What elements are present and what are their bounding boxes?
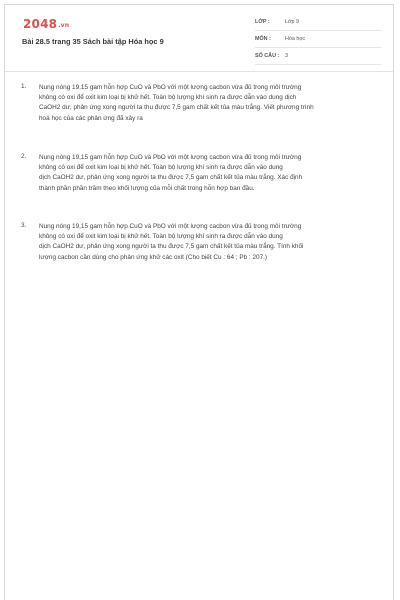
question-number: 3. bbox=[21, 222, 27, 229]
site-logo[interactable] bbox=[23, 17, 69, 33]
question-text bbox=[39, 153, 369, 194]
question-line: CaOH2 dư, phản ứng xong người ta thu được 7,5 gam chất kết tủa màu trắng. Viết phương trình bbox=[39, 104, 314, 112]
worksheet-meta bbox=[255, 17, 381, 68]
meta-label-question-count: SỐ CÂU : bbox=[255, 53, 280, 59]
question-line: Nung nóng 19,15 gam hỗn hợp CuO và PbO với một lượng cacbon vừa đủ trong môi trường bbox=[39, 84, 302, 91]
worksheet-header bbox=[5, 5, 393, 72]
question-line: Nung nóng 19,15 gam hỗn hợp CuO và PbO với một lượng cacbon vừa đủ trong môi trường bbox=[39, 154, 302, 161]
question-line: Nung nóng 19,15 gam hỗn hợp CuO và PbO với một lượng cacbon vừa đủ trong môi trường bbox=[39, 223, 302, 230]
question-number: 1. bbox=[21, 83, 27, 90]
question-number: 2. bbox=[21, 153, 27, 160]
question-line: thành phần phần trăm theo khối lượng của mỗi chất trong hỗn hợp ban đầu. bbox=[39, 184, 255, 192]
meta-row-question-count bbox=[255, 51, 381, 65]
question-text bbox=[39, 222, 369, 263]
logo-suffix: .vn bbox=[58, 22, 70, 29]
question-text bbox=[39, 83, 369, 124]
meta-value-subject: Hóa học bbox=[285, 36, 306, 42]
worksheet-page bbox=[4, 4, 394, 600]
question-line: dịch CaOH2 dư, phản ứng xong người ta thu được 7,5 gam chất kết tủa màu trắng. Xác định bbox=[39, 174, 303, 182]
meta-value-grade: Lớp 9 bbox=[285, 19, 300, 25]
logo-text: 2048 bbox=[23, 17, 58, 31]
page-title: Bài 28.5 trang 35 Sách bài tập Hóa học 9 bbox=[22, 37, 164, 46]
meta-label-subject: MÔN : bbox=[255, 36, 271, 42]
question-line: không có oxi để oxit kim loại bị khử hết. Toàn bộ lượng khí sinh ra được dẫn vào dung bbox=[39, 233, 283, 241]
question-line: dịch CaOH2 dư, phản ứng xong người ta thu được 7,5 gam chất kết tủa màu trắng. Tính khối bbox=[39, 243, 304, 251]
question-line: không có oxi để oxit kim loại bị khử hết. Toàn bộ lượng khí sinh ra được dẫn vào dung bbox=[39, 164, 283, 172]
question-line: không có oxi để oxit kim loại bị khử hết. Toàn bộ lượng khí sinh ra được dẫn vào dung dịch bbox=[39, 94, 297, 102]
meta-row-grade bbox=[255, 17, 381, 31]
meta-row-subject bbox=[255, 34, 381, 48]
question-line: lượng cacbon cần dùng cho phản ứng khử các oxit (Cho biết Cu : 64 ; Pb : 207.) bbox=[39, 253, 268, 261]
question-line: hoá học của các phản ứng đã xảy ra bbox=[39, 114, 143, 122]
meta-value-question-count: 3 bbox=[285, 53, 288, 59]
meta-label-grade: LỚP : bbox=[255, 19, 270, 25]
